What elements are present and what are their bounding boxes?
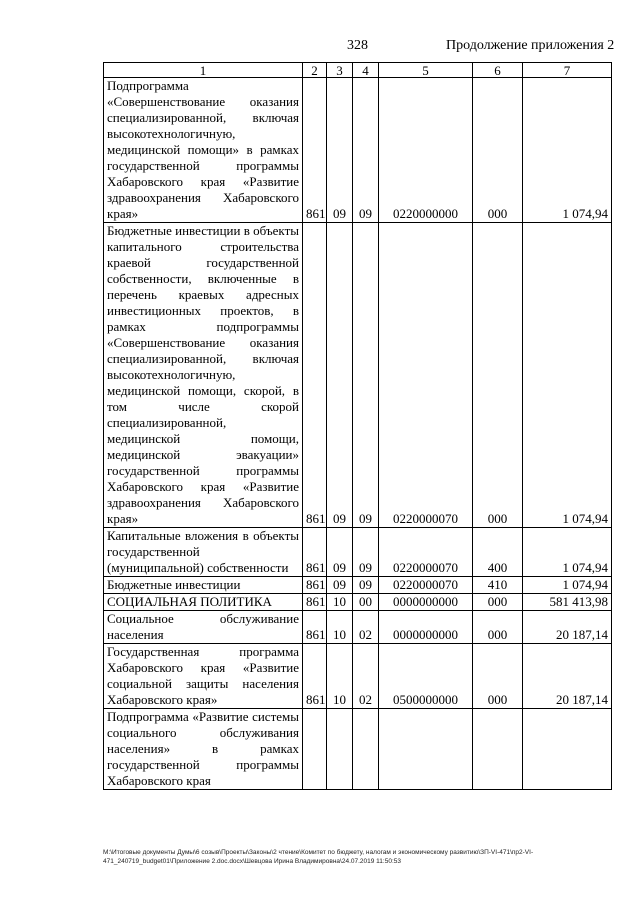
cell-expense-type: 000 bbox=[473, 644, 523, 709]
cell-expense-type: 410 bbox=[473, 577, 523, 594]
cell-subsection: 02 bbox=[353, 611, 379, 644]
cell-target-article: 0220000000 bbox=[379, 78, 473, 223]
row-name-text: Подпрограмма «Развитие системы социального обслуживания населения» в рамках государственной программы Хабаровского края bbox=[107, 709, 299, 788]
column-header: 7 bbox=[523, 63, 612, 78]
table-row bbox=[104, 528, 612, 577]
column-header: 5 bbox=[379, 63, 473, 78]
cell-subsection: 09 bbox=[353, 78, 379, 223]
row-name bbox=[104, 709, 303, 790]
cell-ministry: 861 bbox=[303, 78, 327, 223]
cell-ministry: 861 bbox=[303, 611, 327, 644]
cell-expense-type: 000 bbox=[473, 223, 523, 528]
row-name-text: СОЦИАЛЬНАЯ ПОЛИТИКА bbox=[107, 594, 272, 609]
cell-subsection: 09 bbox=[353, 528, 379, 577]
cell-section: 09 bbox=[327, 577, 353, 594]
cell-ministry: 861 bbox=[303, 223, 327, 528]
table-row bbox=[104, 611, 612, 644]
row-name-text: Подпрограмма «Совершенствование оказания специализированной, включая высокотехнологичную, медицинской помощи» в рамках государственной программы Хабаровского края «Развитие здравоохранения Хабаровского края» bbox=[107, 78, 299, 221]
table-row bbox=[104, 223, 612, 528]
cell-section: 10 bbox=[327, 644, 353, 709]
cell-expense-type: 400 bbox=[473, 528, 523, 577]
column-header: 2 bbox=[303, 63, 327, 78]
cell-amount: 1 074,94 bbox=[523, 528, 612, 577]
continuation-label: Продолжение приложения 2 bbox=[446, 38, 615, 53]
cell-ministry: 861 bbox=[303, 528, 327, 577]
cell-amount: 1 074,94 bbox=[523, 223, 612, 528]
row-name-text: Социальное обслуживание населения bbox=[107, 611, 299, 642]
table-row bbox=[104, 644, 612, 709]
table-row bbox=[104, 78, 612, 223]
row-name bbox=[104, 223, 303, 528]
cell-ministry: 861 bbox=[303, 594, 327, 611]
cell-subsection bbox=[353, 709, 379, 790]
budget-table bbox=[103, 62, 612, 790]
cell-amount: 20 187,14 bbox=[523, 644, 612, 709]
cell-subsection: 02 bbox=[353, 644, 379, 709]
cell-subsection: 09 bbox=[353, 223, 379, 528]
cell-ministry bbox=[303, 709, 327, 790]
cell-amount: 1 074,94 bbox=[523, 577, 612, 594]
cell-expense-type: 000 bbox=[473, 594, 523, 611]
cell-target-article: 0500000000 bbox=[379, 644, 473, 709]
cell-target-article: 0220000070 bbox=[379, 528, 473, 577]
row-name bbox=[104, 528, 303, 577]
cell-ministry: 861 bbox=[303, 577, 327, 594]
table-row bbox=[104, 577, 612, 594]
row-name-text: Бюджетные инвестиции в объекты капитального строительства краевой государственной собственности, включенные в перечень краевых адресных инвестиционных проектов, в рамках подпрограммы «Совершенствование оказания специализированной, включая высокотехнологичную, медицинской помощи, скорой, в том числе скорой специализированной, медицинской помощи, медицинской эвакуации» государственной программы Хабаровского края «Развитие здравоохранения Хабаровского края» bbox=[107, 223, 299, 526]
cell-target-article: 0000000000 bbox=[379, 594, 473, 611]
cell-expense-type: 000 bbox=[473, 611, 523, 644]
column-header: 3 bbox=[327, 63, 353, 78]
cell-subsection: 09 bbox=[353, 577, 379, 594]
cell-amount bbox=[523, 709, 612, 790]
cell-section: 09 bbox=[327, 223, 353, 528]
cell-subsection: 00 bbox=[353, 594, 379, 611]
row-name-text: Бюджетные инвестиции bbox=[107, 577, 241, 592]
row-name-text: Капитальные вложения в объекты государственной (муниципальной) собственности bbox=[107, 528, 299, 575]
row-name bbox=[104, 594, 303, 611]
cell-amount: 20 187,14 bbox=[523, 611, 612, 644]
table-row bbox=[104, 594, 612, 611]
cell-section: 10 bbox=[327, 594, 353, 611]
cell-expense-type bbox=[473, 709, 523, 790]
table-row bbox=[104, 709, 612, 790]
row-name bbox=[104, 577, 303, 594]
cell-amount: 1 074,94 bbox=[523, 78, 612, 223]
row-name bbox=[104, 78, 303, 223]
cell-target-article: 0220000070 bbox=[379, 223, 473, 528]
column-header: 6 bbox=[473, 63, 523, 78]
table-header-row bbox=[104, 63, 612, 78]
row-name bbox=[104, 611, 303, 644]
cell-target-article bbox=[379, 709, 473, 790]
cell-section bbox=[327, 709, 353, 790]
column-header: 1 bbox=[104, 63, 303, 78]
cell-target-article: 0000000000 bbox=[379, 611, 473, 644]
row-name bbox=[104, 644, 303, 709]
row-name-text: Государственная программа Хабаровского края «Развитие социальной защиты населения Хабаровского края» bbox=[107, 644, 299, 707]
cell-section: 09 bbox=[327, 528, 353, 577]
document-path-footer: M:\Итоговые документы Думы\6 созыв\Проекты\Законы\2 чтение\Комитет по бюджету, налогам и экономическому развитию\ЗП-VI-471\пр2-VI-471_240719_budget01\Приложение 2.doc.docx\Шевцова Ирина Владимировна\24.07.2019 11:50:53 bbox=[103, 849, 534, 865]
cell-section: 10 bbox=[327, 611, 353, 644]
cell-section: 09 bbox=[327, 78, 353, 223]
cell-target-article: 0220000070 bbox=[379, 577, 473, 594]
column-header: 4 bbox=[353, 63, 379, 78]
page-number: 328 bbox=[347, 38, 368, 53]
cell-ministry: 861 bbox=[303, 644, 327, 709]
cell-expense-type: 000 bbox=[473, 78, 523, 223]
cell-amount: 581 413,98 bbox=[523, 594, 612, 611]
